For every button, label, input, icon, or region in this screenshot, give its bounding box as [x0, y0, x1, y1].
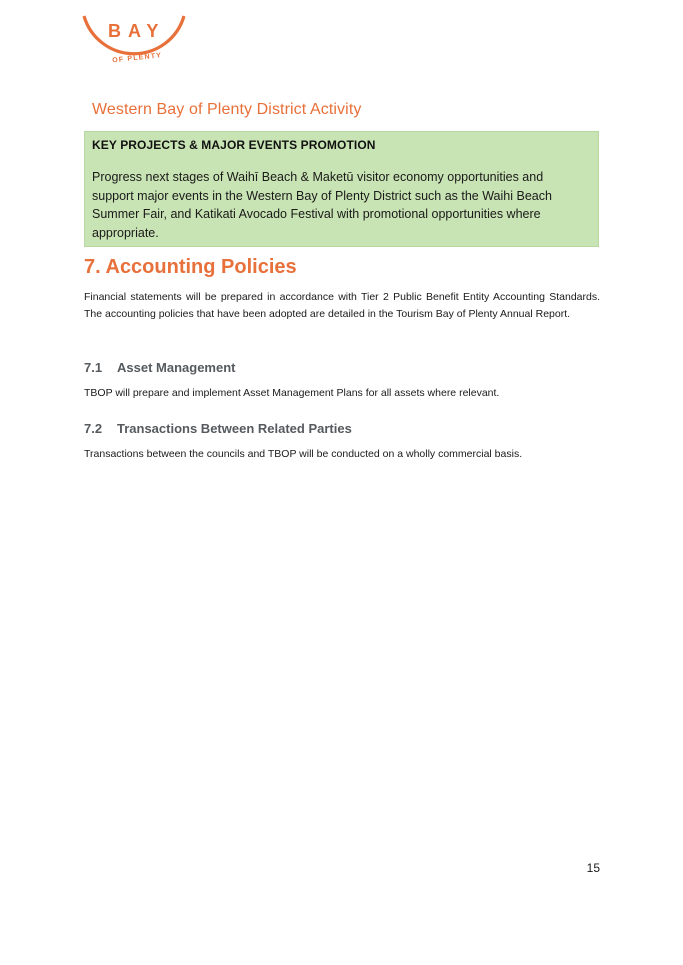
- key-projects-heading: KEY PROJECTS & MAJOR EVENTS PROMOTION: [92, 138, 376, 152]
- key-projects-body: Progress next stages of Waihī Beach & Maketū visitor economy opportunities and support major events in the Western Bay of Plenty District such as the Waihi Beach Summer Fair, and Katikati Avocado Festival with promotional opportunities where appropriate.: [92, 170, 552, 240]
- asset-management-title: Asset Management: [117, 360, 236, 375]
- accounting-policies-heading: 7. Accounting Policies: [84, 256, 297, 278]
- accounting-intro: Financial statements will be prepared in accordance with Tier 2 Public Benefit Entity Accounting Standards. The accounting policies that have been adopted are detailed in the Tourism Bay of Plenty Annual Report.: [84, 291, 600, 320]
- svg-text:OF PLENTY: OF PLENTY: [111, 52, 163, 65]
- asset-management-text: TBOP will prepare and implement Asset Management Plans for all assets where relevant.: [84, 387, 500, 399]
- svg-text:BAY: BAY: [108, 21, 166, 41]
- page-number: 15: [586, 861, 600, 875]
- key-projects-box: [84, 131, 599, 247]
- related-parties-title: Transactions Between Related Parties: [117, 421, 352, 436]
- related-parties-number: 7.2: [84, 421, 103, 436]
- related-parties-heading: [84, 421, 352, 436]
- bay-of-plenty-logo: [80, 12, 190, 72]
- section-title: Western Bay of Plenty District Activity: [92, 101, 362, 118]
- logo-graphic: [80, 12, 190, 72]
- related-parties-text: Transactions between the councils and TBOP will be conducted on a wholly commercial basis.: [84, 448, 523, 460]
- asset-management-heading: [84, 360, 235, 375]
- asset-management-number: 7.1: [84, 360, 103, 375]
